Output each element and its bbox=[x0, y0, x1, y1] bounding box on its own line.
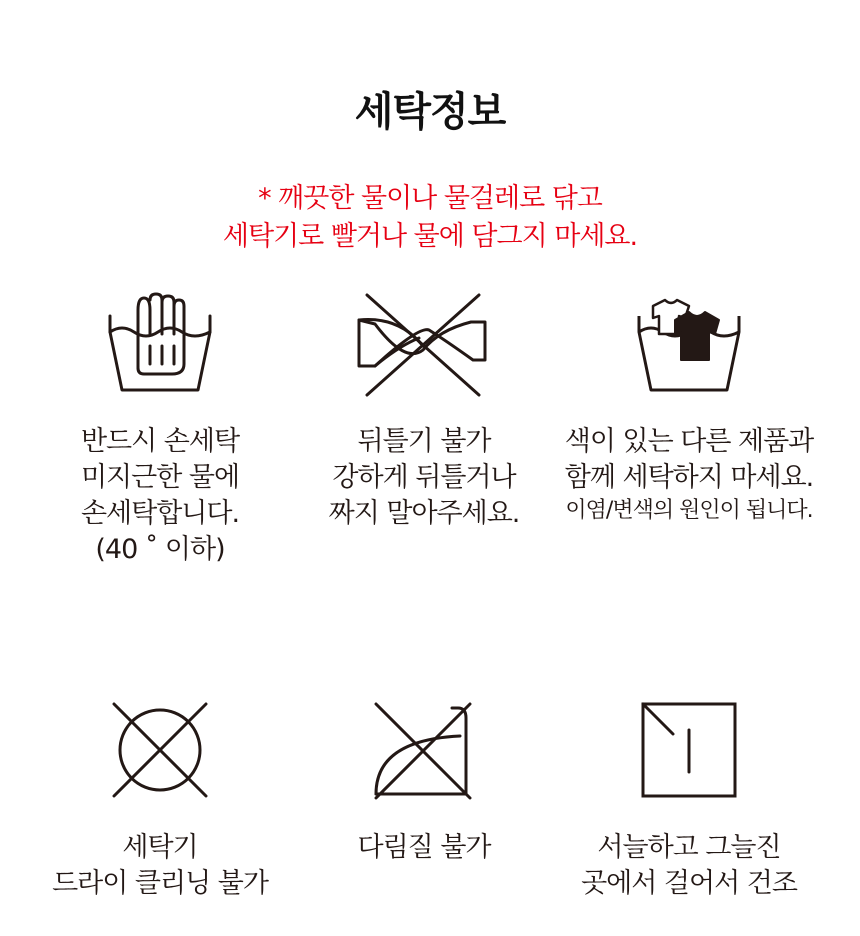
care-item-no-wring bbox=[281, 290, 567, 532]
care-item-dry-in-shade bbox=[546, 700, 832, 902]
care-description: 다림질 불가 bbox=[357, 832, 491, 863]
care-description: 서늘하고 그늘진 곳에서 걸어서 건조 bbox=[581, 832, 797, 899]
wash-separately-icon bbox=[629, 290, 749, 400]
notice-line-1: * 깨끗한 물이나 물걸레로 닦고 bbox=[258, 183, 602, 214]
page-title: 세탁정보 bbox=[354, 89, 506, 135]
no-wring-icon bbox=[349, 290, 499, 400]
care-description: 뒤틀기 불가 강하게 뒤틀거나 짜지 말아주세요. bbox=[328, 426, 520, 529]
care-notice bbox=[0, 180, 860, 256]
care-item-hand-wash bbox=[17, 290, 303, 568]
hand-wash-icon bbox=[100, 290, 220, 400]
no-dry-clean-icon bbox=[110, 700, 210, 800]
notice-line-2: 세탁기로 빨거나 물에 담그지 마세요. bbox=[222, 221, 638, 252]
no-iron-icon bbox=[372, 700, 476, 800]
care-description: 색이 있는 다른 제품과 함께 세탁하지 마세요. 이염/변색의 원인이 됩니다. bbox=[564, 426, 814, 523]
dry-in-shade-icon bbox=[639, 700, 739, 800]
care-item-wash-separately bbox=[546, 290, 832, 526]
care-description: 세탁기 드라이 클리닝 불가 bbox=[52, 832, 268, 899]
care-description: 반드시 손세탁 미지근한 물에 손세탁합니다. (40 ˚ 이하) bbox=[80, 426, 240, 565]
care-item-no-iron bbox=[281, 700, 567, 866]
care-item-no-dry-clean bbox=[17, 700, 303, 902]
